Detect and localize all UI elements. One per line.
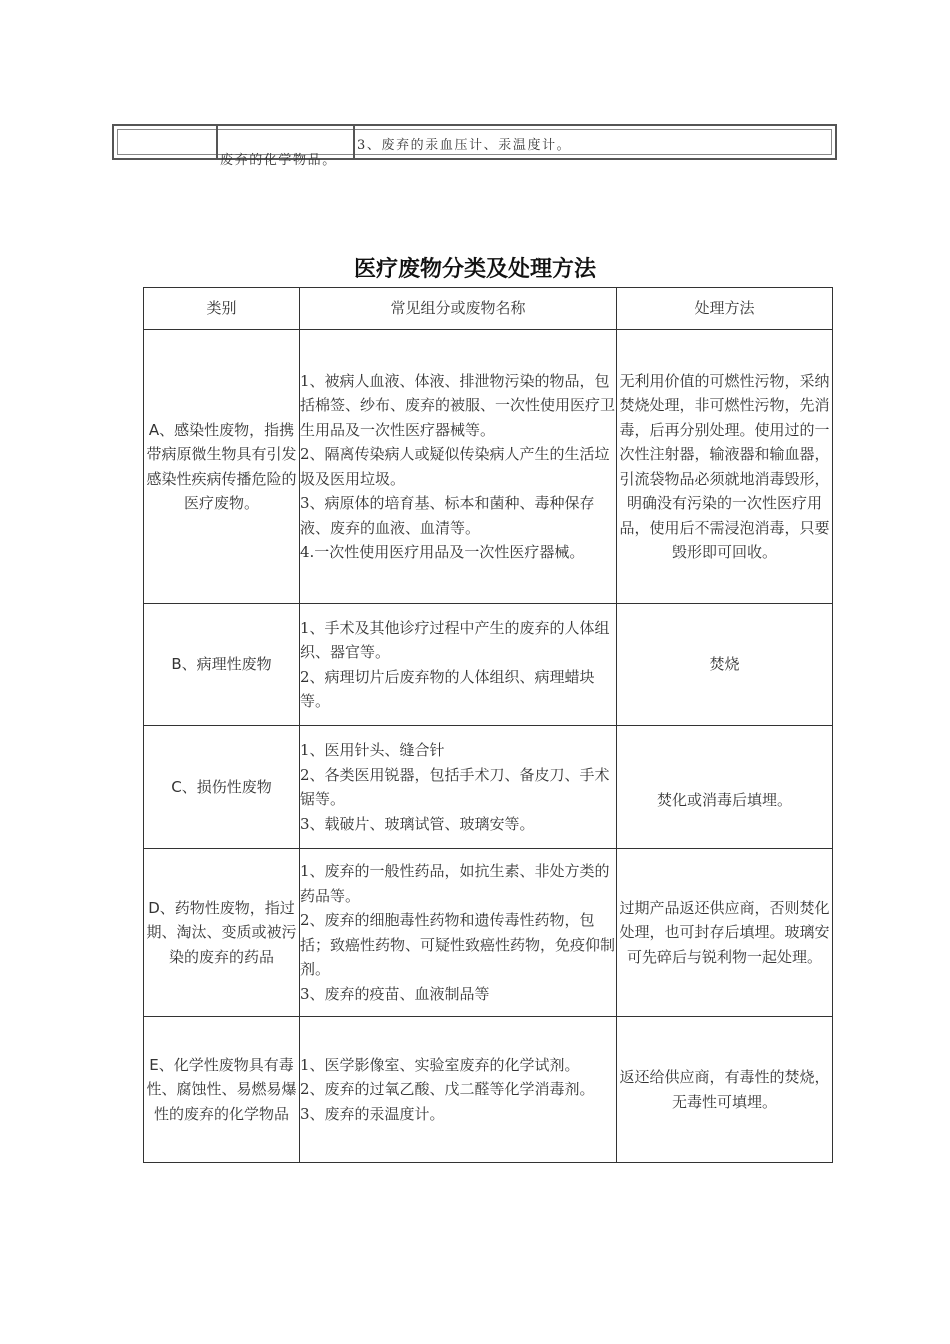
list-item: 3、废弃的汞温度计。 [300,1104,445,1123]
row-category: C、损伤性废物 [144,726,300,849]
list-item: 1、医学影像室、实验室废弃的化学试剂。 [300,1055,580,1074]
list-item: 1、手术及其他诊疗过程中产生的废弃的人体组织、器官等。 [300,618,610,661]
row-items [300,330,617,604]
table-row [144,1017,833,1163]
row-category: D、药物性废物，指过期、淘汰、变质或被污染的废弃的药品 [144,849,300,1017]
row-items [300,849,617,1017]
fragment-cell-3 [355,126,835,158]
row-category: B、病理性废物 [144,604,300,726]
table-row [144,330,833,604]
row-items [300,726,617,849]
list-item: 2、隔离传染病人或疑似传染病人产生的生活垃圾及医用垃圾。 [300,445,610,488]
row-method: 无利用价值的可燃性污物，采纳焚烧处理，非可燃性污物，先消毒，后再分别处理。使用过的一次性注射器，输液器和输血器，引流袋物品必须就地消毒毁形，明确没有污染的一次性医疗用品，使用后不需浸泡消毒，只要毁形即可回收。 [617,330,833,604]
row-category: E、化学性废物具有毒性、腐蚀性、易燃易爆性的废弃的化学物品 [144,1017,300,1163]
list-item: 4.一次性使用医疗用品及一次性医疗器械。 [300,543,585,561]
list-item: 1、被病人血液、体液、排泄物污染的物品，包括棉签、纱布、废弃的被服、一次性使用医疗卫生用品及一次性医疗器械等。 [300,371,616,439]
list-item: 2、病理切片后废弃物的人体组织、病理蜡块等。 [300,667,595,710]
list-item: 2、各类医用锐器，包括手术刀、备皮刀、手术锯等。 [300,765,610,808]
row-category: A、感染性废物，指携带病原微生物具有引发感染性疾病传播危险的医疗废物。 [144,330,300,604]
fragment-cell-2 [218,126,355,168]
waste-table [143,287,845,1163]
list-item: 1、医用针头、缝合针 [300,741,445,759]
list-item: 3、载破片、玻璃试管、玻璃安等。 [300,814,535,833]
table-row [144,726,833,849]
fragment-table [112,124,837,168]
page-title: 医疗废物分类及处理方法 [353,257,596,282]
row-items [300,604,617,726]
table-row [144,604,833,726]
table-row [144,849,833,1017]
row-method: 焚烧 [617,604,833,726]
row-method [617,726,833,849]
row-method-text: 焚化或消毒后填埋。 [656,790,792,809]
row-items [300,1017,617,1163]
header-method: 处理方法 [617,288,833,330]
list-item: 3、废弃的疫苗、血液制品等 [300,984,490,1003]
list-item: 3、病原体的培育基、标本和菌种、毒种保存液、废弃的血液、血清等。 [300,494,595,537]
list-item: 1、废弃的一般性药品，如抗生素、非处方类的药品等。 [300,862,610,905]
fragment-cell-3-text: 3、废弃的汞血压计、汞温度计。 [357,138,572,153]
list-item: 2、废弃的过氧乙酸、戊二醛等化学消毒剂。 [300,1080,595,1099]
row-method: 返还给供应商，有毒性的焚烧，无毒性可填埋。 [617,1017,833,1163]
list-item: 2、废弃的细胞毒性药物和遗传毒性药物，包括；致癌性药物、可疑性致癌性药物，免疫仰制剂。 [300,911,616,978]
fragment-cell-empty [114,126,218,158]
fragment-cell-2-text: 废弃的化学物品。 [220,153,337,168]
row-method: 过期产品返还供应商，否则焚化处理，也可封存后填埋。玻璃安 可先碎后与锐利物一起处理。 [617,849,833,1017]
header-items: 常见组分或废物名称 [300,288,617,330]
header-category: 类别 [144,288,300,330]
table-header-row [144,288,833,330]
